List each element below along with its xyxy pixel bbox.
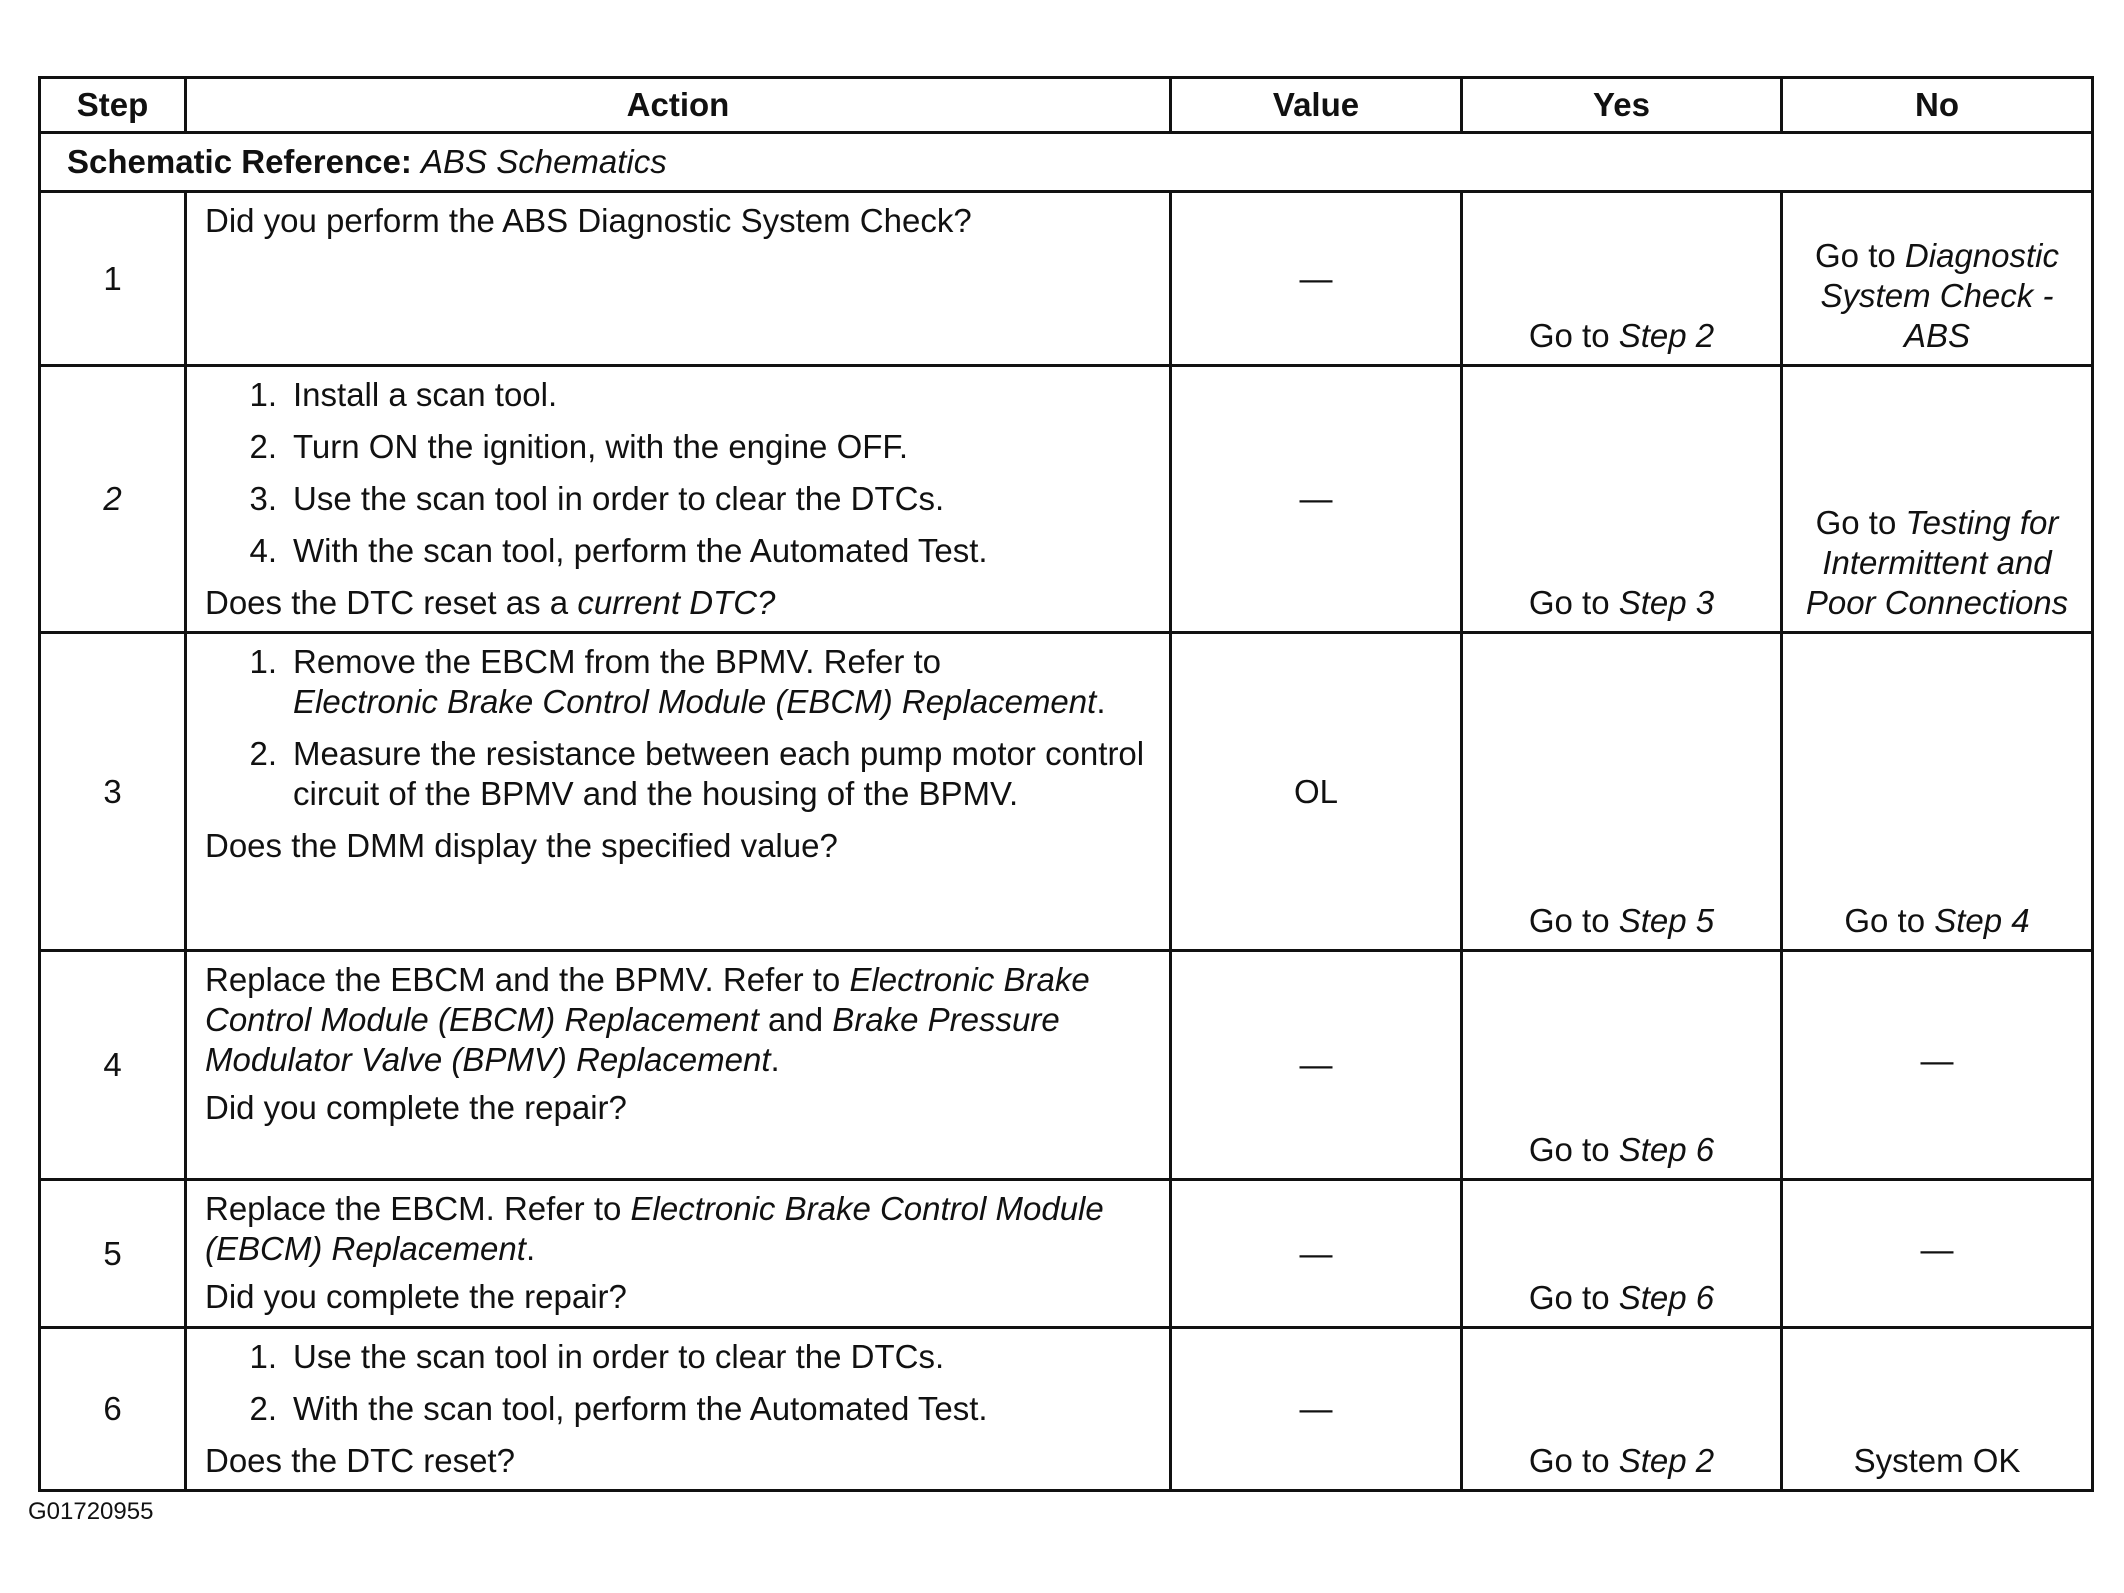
yes-step-link[interactable]: Step 2 [1618, 1442, 1715, 1479]
action-cell [186, 951, 1171, 1180]
yes-cell [1462, 1180, 1782, 1328]
value-cell: — [1171, 1180, 1462, 1328]
action-list [205, 642, 1149, 814]
list-item: 1. Use the scan tool in order to clear the DTCs. [249, 1338, 945, 1375]
list-item-text: With the scan tool, perform the Automated Test. [293, 532, 988, 569]
table-row [40, 1328, 2093, 1491]
list-item: 2. With the scan tool, perform the Automated Test. [249, 1390, 988, 1427]
procedure-link[interactable]: Electronic Brake Control Module (EBCM) Replacement [205, 1190, 1104, 1267]
procedure-link[interactable]: Electronic Brake Control Module (EBCM) Replacement [293, 683, 1097, 720]
yes-prefix: Go to [1528, 584, 1610, 621]
yes-cell [1462, 1328, 1782, 1491]
yes-step-link[interactable]: Step 3 [1618, 584, 1715, 621]
action-cell [186, 192, 1171, 366]
figure-code: G01720955 [28, 1498, 154, 1525]
yes-prefix: Go to [1528, 1131, 1610, 1168]
no-cell: — [1782, 1180, 2093, 1328]
table-row [40, 366, 2093, 633]
action-text-part: Replace the EBCM. Refer to [205, 1190, 631, 1227]
no-link[interactable]: Diagnostic System Check - ABS [1820, 237, 2059, 354]
yes-prefix: Go to [1528, 1279, 1610, 1316]
action-cell [186, 1180, 1171, 1328]
table-row [40, 1180, 2093, 1328]
list-item-text: Install a scan tool. [293, 376, 558, 413]
action-text: Replace the EBCM. Refer to Electronic Brake Control Module (EBCM) Replacement. [205, 1190, 1104, 1267]
no-prefix: Go to [1815, 504, 1897, 541]
reference-link[interactable]: ABS Schematics [421, 143, 667, 180]
yes-cell [1462, 951, 1782, 1180]
action-text-part: and [758, 1001, 833, 1038]
action-list [205, 375, 1149, 571]
header-action: Action [186, 78, 1171, 133]
action-question: Does the DTC reset? [205, 1442, 515, 1479]
diagnostic-table [38, 76, 2094, 1492]
no-step-link[interactable]: Step 4 [1934, 902, 2030, 939]
schematic-reference [40, 133, 2093, 192]
no-cell [1782, 633, 2093, 951]
reference-label: Schematic Reference: [67, 143, 412, 180]
header-row [40, 78, 2093, 133]
list-item-text: Use the scan tool in order to clear the DTCs. [293, 480, 945, 517]
action-question: Did you complete the repair? [205, 1278, 627, 1315]
action-question: Did you complete the repair? [205, 1089, 627, 1126]
yes-step-link[interactable]: Step 5 [1618, 902, 1715, 939]
table-row [40, 192, 2093, 366]
yes-step-link[interactable]: Step 6 [1618, 1279, 1715, 1316]
yes-cell [1462, 633, 1782, 951]
value-cell: OL [1171, 633, 1462, 951]
yes-cell [1462, 192, 1782, 366]
table-row [40, 951, 2093, 1180]
list-item: 4. With the scan tool, perform the Automated Test. [249, 532, 988, 569]
action-question [205, 583, 1149, 623]
yes-prefix: Go to [1528, 902, 1610, 939]
value-cell: — [1171, 951, 1462, 1180]
value-cell: — [1171, 1328, 1462, 1491]
step-number: 5 [40, 1180, 186, 1328]
list-item: 2. Turn ON the ignition, with the engine OFF. [249, 428, 909, 465]
action-question: Does the DMM display the specified value? [205, 827, 838, 864]
procedure-link[interactable]: Electronic Brake Control Module (EBCM) Replacement [205, 961, 1090, 1038]
action-text: Replace the EBCM and the BPMV. Refer to Electronic Brake Control Module (EBCM) Replacement and Brake Pressure Modulator Valve (BPMV) Replacement. [205, 961, 1090, 1078]
list-item: 2. Measure the resistance between each pump motor control circuit of the BPMV and the housing of the BPMV. [205, 734, 1149, 814]
question-text: Does the DTC reset as a [205, 584, 578, 621]
list-item-text: Measure the resistance between each pump motor control circuit of the BPMV and the housing of the BPMV. [293, 735, 1145, 812]
no-prefix: Go to [1815, 237, 1896, 274]
no-cell: System OK [1782, 1328, 2093, 1491]
no-cell [1782, 192, 2093, 366]
list-item-text: Remove the EBCM from the BPMV. Refer to [293, 643, 942, 680]
yes-step-link[interactable]: Step 6 [1618, 1131, 1715, 1168]
step-number: 4 [40, 951, 186, 1180]
yes-step-link[interactable]: Step 2 [1618, 317, 1715, 354]
action-cell [186, 633, 1171, 951]
step-number: 2 [40, 366, 186, 633]
step-number: 6 [40, 1328, 186, 1491]
no-link[interactable]: Testing for Intermittent and Poor Connections [1805, 504, 2069, 621]
value-cell: — [1171, 366, 1462, 633]
header-value: Value [1171, 78, 1462, 133]
action-cell [186, 366, 1171, 633]
list-item: 1. Remove the EBCM from the BPMV. Refer to Electronic Brake Control Module (EBCM) Replacement. [249, 643, 1106, 720]
action-cell [186, 1328, 1171, 1491]
step-number: 1 [40, 192, 186, 366]
header-yes: Yes [1462, 78, 1782, 133]
procedure-link[interactable]: Brake Pressure Modulator Valve (BPMV) Replacement [205, 1001, 1060, 1078]
list-item-text: Turn ON the ignition, with the engine OFF. [293, 428, 909, 465]
no-cell [1782, 366, 2093, 633]
value-cell: — [1171, 192, 1462, 366]
list-item: 3. Use the scan tool in order to clear the DTCs. [249, 480, 945, 517]
action-text: Did you perform the ABS Diagnostic System Check? [205, 202, 972, 239]
yes-prefix: Go to [1528, 317, 1610, 354]
no-prefix: Go to [1844, 902, 1926, 939]
question-italic: current DTC? [577, 584, 776, 621]
header-no: No [1782, 78, 2093, 133]
yes-prefix: Go to [1528, 1442, 1610, 1479]
action-list [205, 1337, 1149, 1429]
step-number: 3 [40, 633, 186, 951]
action-text-part: Replace the EBCM and the BPMV. Refer to [205, 961, 850, 998]
yes-cell [1462, 366, 1782, 633]
list-item-text: With the scan tool, perform the Automated Test. [293, 1390, 988, 1427]
list-item-text: Use the scan tool in order to clear the DTCs. [293, 1338, 945, 1375]
table-row [40, 633, 2093, 951]
list-item: 1. Install a scan tool. [249, 376, 558, 413]
header-step: Step [40, 78, 186, 133]
schematic-reference-row [40, 133, 2093, 192]
no-cell: — [1782, 951, 2093, 1180]
